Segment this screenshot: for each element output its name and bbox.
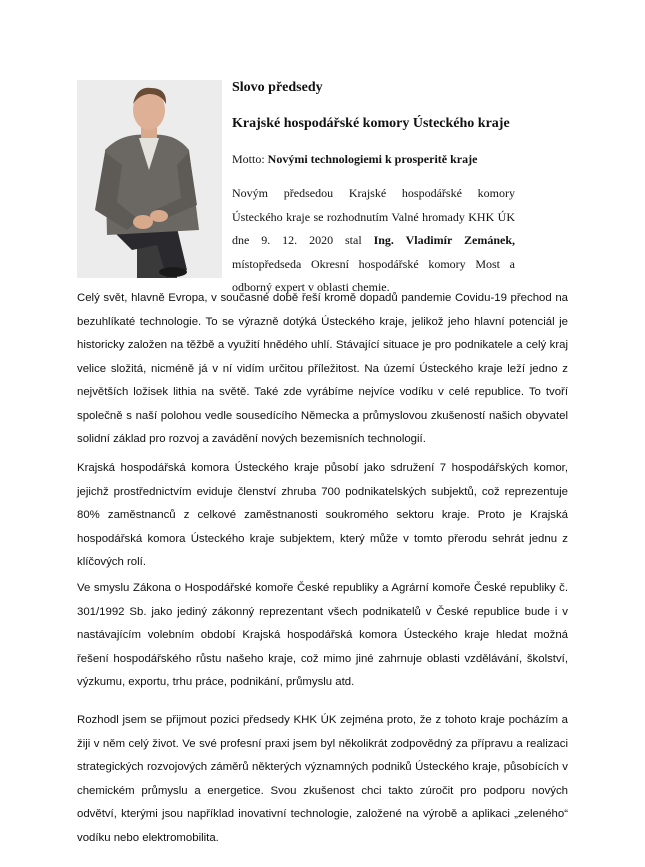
paragraph-3: Ve smyslu Zákona o Hospodářské komoře České republiky a Agrární komoře České republiky č. 301/1992 Sb. jako jediný zákonný reprezentant všech podnikatelů v České republice bude i v nastávajícím volebním období Krajská hospodářská komora Ústeckého kraje hledat možná řešení hospodářského růstu našeho kraje, což mimo jiné zahrnuje oblasti vzdělávání, školství, výzkumu, exportu, trhu práce, podnikání, průmyslu atd. <box>77 582 568 688</box>
intro-paragraph <box>232 182 515 300</box>
heading-line-1: Slovo předsedy <box>232 80 323 95</box>
chairman-name: Ing. Vladimír Zemánek, <box>373 233 515 247</box>
intro-text-before: Novým předsedou Krajské hospodářské komory Ústeckého kraje se rozhodnutím Valné hromady KHK ÚK dne 9. 12. 2020 stal <box>232 186 515 247</box>
paragraph-4: Rozhodl jsem se přijmout pozici předsedy KHK ÚK zejména proto, že z tohoto kraje pocházím a žiji v něm celý život. Ve své profesní praxi jsem byl několikrát zodpovědný za přípravu a realizaci strategických rozvojových záměrů některých významných podniků Ústeckého kraje, působících v chemickém průmyslu a energetice. Svou zkušenost chci takto zúročit pro podporu nových odvětví, kterými jsou například inovativní technologie, založené na výrobě a aplikaci „zeleného“ vodíku nebo elektromobilita. <box>77 714 568 844</box>
portrait-photo <box>77 80 222 278</box>
motto <box>232 152 477 167</box>
motto-label: Motto: <box>232 152 265 166</box>
portrait-illustration <box>77 80 222 278</box>
heading-line-2: Krajské hospodářské komory Ústeckého kraje <box>232 116 510 131</box>
paragraph-2: Krajská hospodářská komora Ústeckého kraje působí jako sdružení 7 hospodářských komor, jejichž prostřednictvím eviduje členství zhruba 700 podnikatelských subjektů, což reprezentuje 80% zaměstnanců z celkové zaměstnanosti soukromého sektoru kraje. Proto je Krajská hospodářská komora Ústeckého kraje subjektem, který může v tomto přerodu sehrát jednu z klíčových rolí. <box>77 462 568 568</box>
motto-text: Novými technologiemi k prosperitě kraje <box>267 152 478 166</box>
paragraph-1: Celý svět, hlavně Evropa, v současné době řeší kromě dopadů pandemie Covidu-19 přechod na bezuhlíkaté technologie. To se výrazně dotýká Ústeckého kraje, jelikož jeho hlavní potenciál je historicky založen na těžbě a využití hnědého uhlí. Stávající situace je pro podnikatele a celý kraj velice složitá, nicméně já v ní vidím určitou příležitost. Na území Ústeckého kraje leží jedno z největších ložisek lithia na světě. Také zde vyrábíme nejvíce vodíku v celé republice. To tvoří společně s naší polohou vedle sousedícího Německa a průmyslovou zkušeností našich obyvatel solidní základ pro rozvoj a zavádění nových bezemisních technologií. <box>77 292 568 445</box>
intro-text-after: místopředseda Okresní hospodářské komory Most a odborný expert v oblasti chemie. <box>232 256 515 294</box>
